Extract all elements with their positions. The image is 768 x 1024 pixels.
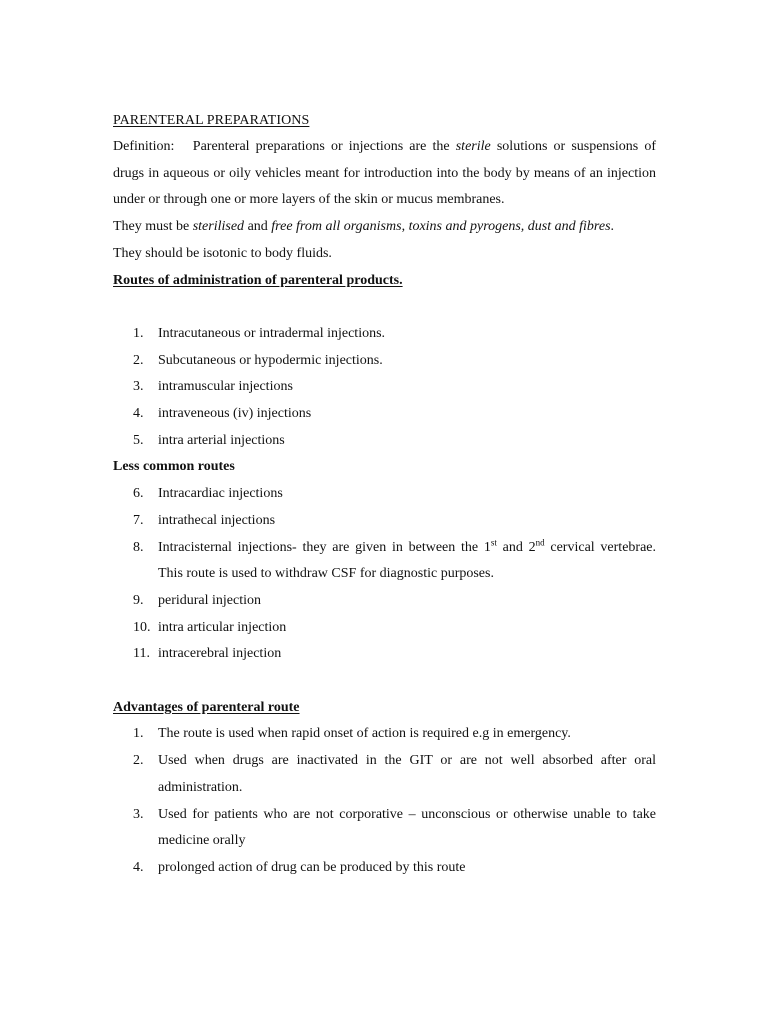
list-item xyxy=(113,615,656,642)
list-text: The route is used when rapid onset of action is required e.g in emergency. xyxy=(158,726,571,742)
list-item xyxy=(113,802,656,855)
definition-text-before: Parenteral preparations or injections are the xyxy=(192,139,456,154)
list-item xyxy=(113,401,656,428)
must-be-period: . xyxy=(610,219,615,235)
list-text: Intracutaneous or intradermal injections. xyxy=(158,325,386,341)
list-item xyxy=(113,508,656,535)
list-text: Used for patients who are not corporative – unconscious or otherwise unable to take medicine orally xyxy=(158,806,656,849)
list-number: 3. xyxy=(133,379,144,395)
list-number: 4. xyxy=(133,859,144,875)
list-text: Used when drugs are inactivated in the GIT or are not well absorbed after oral administration. xyxy=(158,753,656,795)
list-text: intrathecal injections xyxy=(158,512,276,528)
list-text: Subcutaneous or hypodermic injections. xyxy=(158,352,383,368)
isotonic-sentence: They should be isotonic to body fluids. xyxy=(113,245,332,261)
less-common-heading: Less common routes xyxy=(113,459,235,475)
list-item xyxy=(113,855,656,882)
list-text: intraveneous (iv) injections xyxy=(158,406,312,422)
list-item xyxy=(113,348,656,375)
list-item xyxy=(113,588,656,615)
list-text: peridural injection xyxy=(158,592,262,608)
list-item xyxy=(113,535,656,588)
list-text: prolonged action of drug can be produced by this route xyxy=(158,859,466,875)
spacer xyxy=(113,668,656,695)
superscript-st: st xyxy=(490,536,497,547)
sterile-word: sterile xyxy=(455,139,491,154)
list-number: 9. xyxy=(133,592,144,608)
list-text: intracerebral injection xyxy=(158,646,282,662)
advantages-heading: Advantages of parenteral route xyxy=(113,699,300,715)
list-item xyxy=(113,721,656,748)
list-item xyxy=(113,374,656,401)
must-be-comma: , xyxy=(401,219,409,235)
must-be-paragraph xyxy=(113,214,656,241)
list-number: 5. xyxy=(133,432,144,448)
page-title: PARENTERAL PREPARATIONS xyxy=(113,113,310,128)
list-item xyxy=(113,641,656,668)
list-text: intramuscular injections xyxy=(158,379,293,395)
list-item xyxy=(113,321,656,348)
advantages-list xyxy=(113,721,656,881)
list-number: 1. xyxy=(133,726,144,742)
less-common-list xyxy=(113,481,656,668)
list-number: 7. xyxy=(133,512,144,528)
list-text-a: Intracisternal injections- they are given in between the 1 xyxy=(158,539,491,555)
list-number: 1. xyxy=(133,325,144,341)
routes-list xyxy=(113,321,656,455)
list-text: Intracardiac injections xyxy=(158,486,283,502)
list-number: 10. xyxy=(133,619,151,635)
must-be-and: and xyxy=(244,219,272,235)
spacer xyxy=(113,294,656,321)
list-item xyxy=(113,748,656,801)
list-number: 2. xyxy=(133,352,144,368)
definition-label: Definition: xyxy=(113,139,175,154)
list-number: 11. xyxy=(133,646,150,662)
list-item xyxy=(113,481,656,508)
sterilised-word: sterilised xyxy=(192,219,245,235)
list-text: intra arterial injections xyxy=(158,432,285,448)
list-number: 6. xyxy=(133,486,144,502)
list-text-b: and 2 xyxy=(496,539,536,555)
list-number: 8. xyxy=(133,539,144,555)
document-page xyxy=(113,108,656,882)
list-number: 3. xyxy=(133,806,144,822)
list-text-c: cervical vertebrae. This route is used to withdraw CSF for diagnostic purposes. xyxy=(158,539,656,582)
list-number: 4. xyxy=(133,406,144,422)
list-item xyxy=(113,428,656,455)
list-text: intra articular injection xyxy=(158,619,287,635)
must-be-prefix: They must be xyxy=(113,219,193,235)
definition-paragraph xyxy=(113,134,656,214)
superscript-nd: nd xyxy=(535,536,545,547)
definition-text-after: solutions or suspensions of drugs in aqueous or oily vehicles meant for introduction into the body by means of an injection under or through one or more layers of the skin or mucus membranes. xyxy=(113,139,656,208)
routes-heading: Routes of administration of parenteral products. xyxy=(113,272,403,288)
toxins-phrase: toxins and pyrogens, dust and fibres xyxy=(408,219,611,235)
free-from-phrase: free from all organisms xyxy=(271,219,402,235)
list-number: 2. xyxy=(133,753,144,769)
